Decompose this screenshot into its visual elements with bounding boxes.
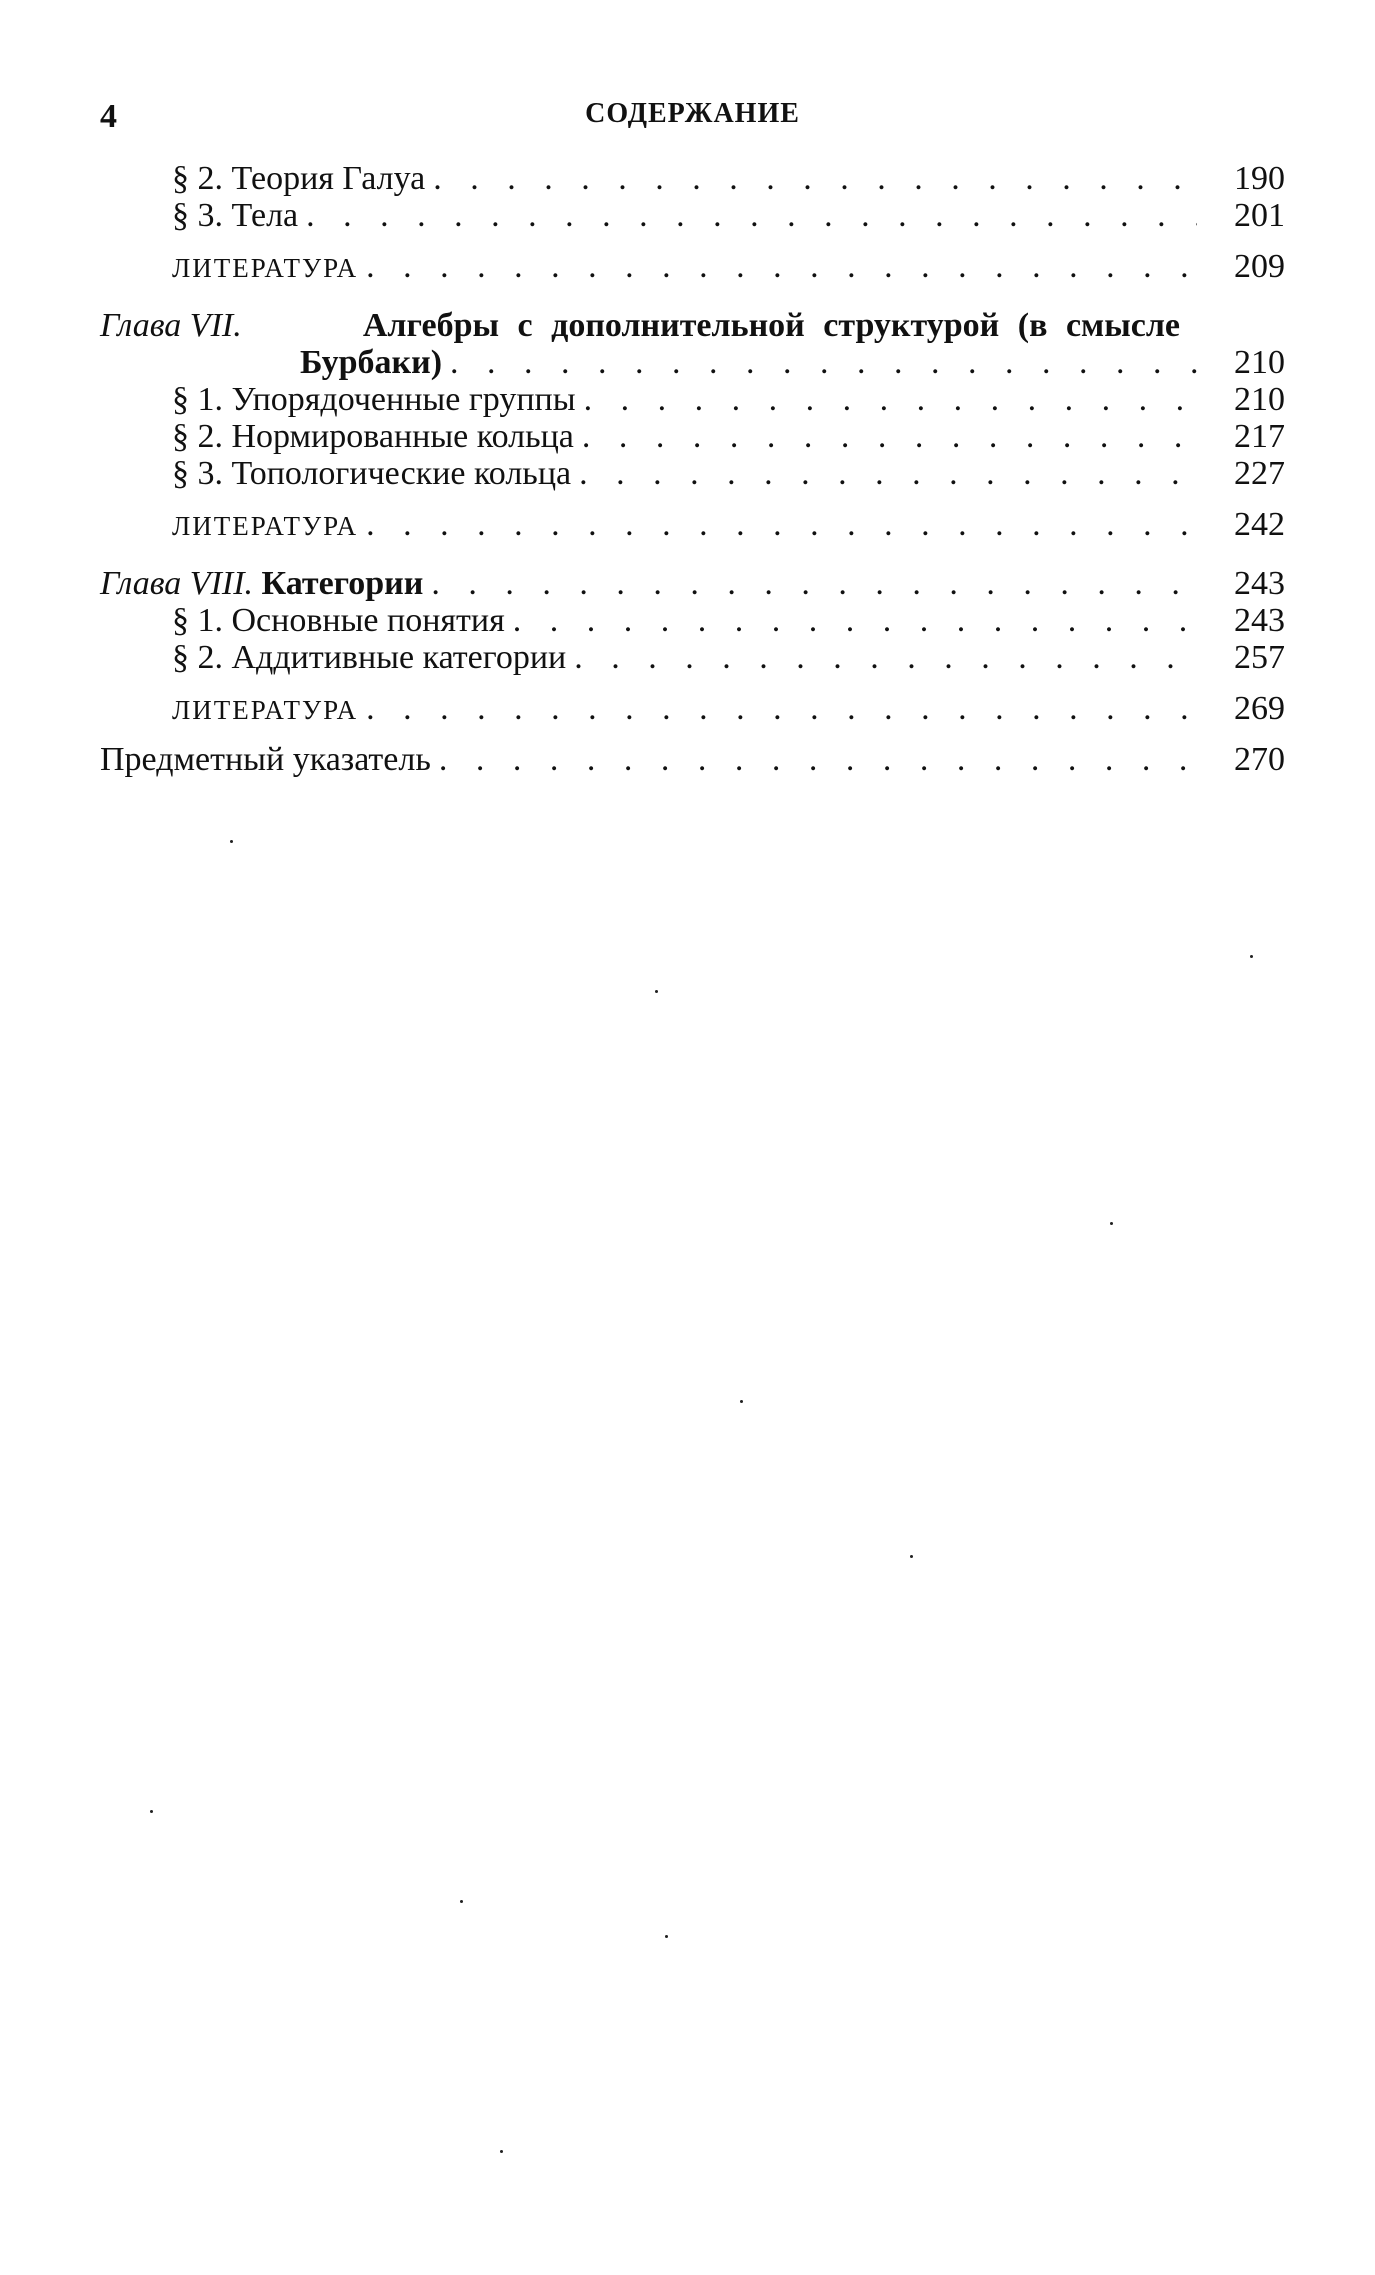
toc-entry-page: 243: [1234, 602, 1285, 639]
toc-entry-page: 210: [1234, 344, 1285, 381]
toc-entry: [100, 455, 1285, 492]
toc-entry-label: § 1. Упорядоченные группы: [172, 381, 576, 418]
chapter-title: Категории: [261, 565, 424, 602]
toc-entry-page: 257: [1234, 639, 1285, 676]
toc-entry-page: 209: [1234, 248, 1285, 285]
dot-leader: [433, 160, 1197, 197]
dot-leader: [582, 418, 1197, 455]
chapter-prefix: Глава VIII.: [100, 565, 254, 602]
book-page: [100, 90, 1285, 2190]
toc-entry-label: § 2. Теория Галуа: [172, 160, 426, 197]
chapter-title-cont: Бурбаки): [300, 344, 443, 381]
dot-leader: [366, 506, 1197, 543]
toc-entry-label: § 3. Тела: [172, 197, 299, 234]
toc-entry-label: § 1. Основные понятия: [172, 602, 505, 639]
toc-entry-page: 227: [1234, 455, 1285, 492]
scan-speck: [460, 1900, 463, 1903]
toc-literature: [100, 690, 1285, 727]
dot-leader: [431, 565, 1197, 602]
toc-entry: [100, 418, 1285, 455]
scan-speck: [740, 1400, 743, 1403]
toc-chapter-heading: [100, 307, 1180, 344]
dot-leader: [439, 741, 1197, 778]
toc-entry-page: 190: [1234, 160, 1285, 197]
scan-speck: [665, 1935, 668, 1938]
chapter-prefix: Глава VII.: [100, 307, 242, 344]
scan-speck: [150, 1810, 153, 1813]
toc-entry-page: 242: [1234, 506, 1285, 543]
toc-entry: [100, 639, 1285, 676]
toc-entry-page: 269: [1234, 690, 1285, 727]
toc-entry: [100, 160, 1285, 197]
toc-chapter: [100, 344, 1285, 381]
dot-leader: [579, 455, 1197, 492]
toc-entry-page: 270: [1234, 741, 1285, 778]
dot-leader: [366, 690, 1197, 727]
dot-leader: [450, 344, 1197, 381]
scan-speck: [1250, 955, 1253, 958]
dot-leader: [584, 381, 1197, 418]
toc-index: [100, 741, 1285, 778]
toc-entry-label: Предметный указатель: [100, 741, 431, 778]
toc-entry-page: 210: [1234, 381, 1285, 418]
scan-speck: [1110, 1222, 1113, 1225]
toc-entry-page: 243: [1234, 565, 1285, 602]
toc-entry: [100, 197, 1285, 234]
dot-leader: [574, 639, 1197, 676]
toc-literature: [100, 248, 1285, 285]
scan-speck: [910, 1555, 913, 1558]
dot-leader: [306, 197, 1197, 234]
dot-leader: [366, 248, 1197, 285]
toc-entry-label: ЛИТЕРАТУРА: [172, 695, 359, 725]
dot-leader: [513, 602, 1197, 639]
toc-entry-page: 217: [1234, 418, 1285, 455]
toc-entry-label: § 2. Аддитивные категории: [172, 639, 567, 676]
toc-entry: [100, 602, 1285, 639]
toc-entry-page: 201: [1234, 197, 1285, 234]
toc-entry-label: § 2. Нормированные кольца: [172, 418, 574, 455]
scan-speck: [655, 990, 658, 993]
toc-chapter: [100, 565, 1285, 602]
toc-entry-label: ЛИТЕРАТУРА: [172, 511, 359, 541]
scan-speck: [500, 2150, 503, 2153]
chapter-title: Алгебры с дополнительной структурой (в смысле: [362, 307, 1180, 344]
page-header: [100, 90, 1285, 140]
toc-entry: [100, 381, 1285, 418]
scan-speck: [230, 840, 233, 843]
page-number: 4: [100, 98, 117, 135]
toc-literature: [100, 506, 1285, 543]
toc-entry-label: ЛИТЕРАТУРА: [172, 253, 359, 283]
running-title: СОДЕРЖАНИЕ: [585, 98, 800, 129]
toc-entry-label: § 3. Топологические кольца: [172, 455, 572, 492]
table-of-contents: [100, 160, 1285, 778]
